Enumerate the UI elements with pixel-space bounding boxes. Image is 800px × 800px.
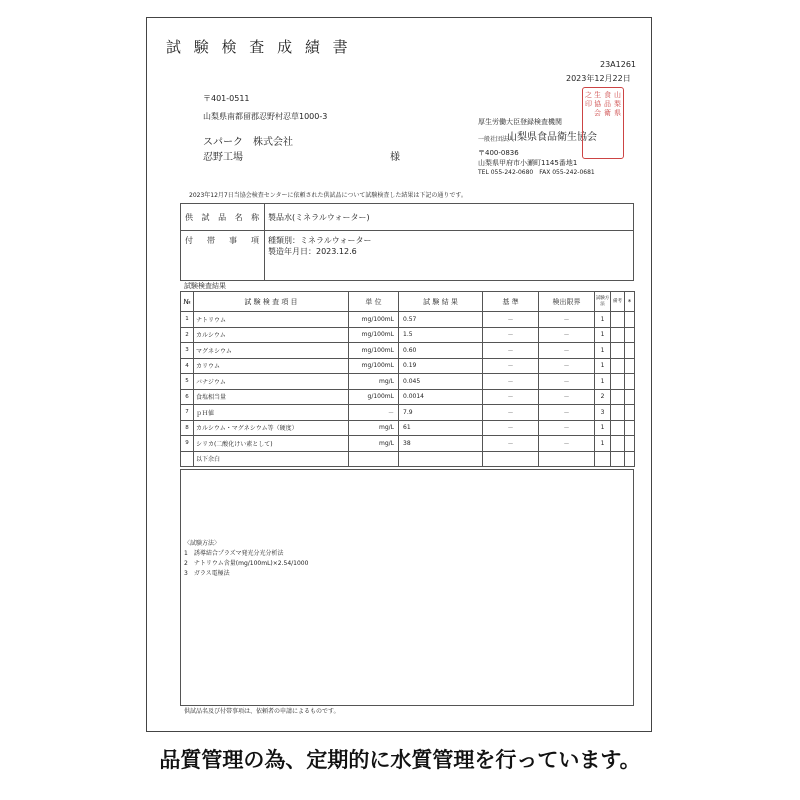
header-star: * [625, 292, 635, 312]
method-3: 3 ガラス電極法 [184, 570, 230, 577]
result-remarks [611, 405, 625, 421]
result-star [625, 358, 635, 374]
result-unit: mg/L [349, 374, 399, 390]
result-unit: mg/100mL [349, 327, 399, 343]
result-method: 3 [595, 405, 611, 421]
result-remarks [611, 436, 625, 452]
result-value: 0.045 [399, 374, 483, 390]
result-value: 61 [399, 420, 483, 436]
result-method [595, 451, 611, 467]
recipient-honorific: 様 [390, 152, 400, 163]
result-value: 1.5 [399, 327, 483, 343]
result-unit: mg/100mL [349, 343, 399, 359]
result-value: 0.0014 [399, 389, 483, 405]
result-star [625, 389, 635, 405]
method-2: 2 ナトリウム含量(mg/100mL)×2.54/1000 [184, 560, 309, 567]
result-value [399, 451, 483, 467]
result-remarks [611, 420, 625, 436]
result-unit: － [349, 405, 399, 421]
result-remarks [611, 374, 625, 390]
header-no: № [181, 292, 194, 312]
result-unit: g/100mL [349, 389, 399, 405]
result-standard: － [483, 358, 539, 374]
seal-column-2: 食品衛 [604, 91, 611, 117]
result-method: 1 [595, 358, 611, 374]
result-method: 2 [595, 389, 611, 405]
sample-name-label: 供 試 品 名 称 [181, 204, 265, 231]
result-limit: － [539, 389, 595, 405]
table-row [181, 312, 635, 328]
recipient-branch: 忍野工場 [203, 152, 243, 163]
result-star [625, 343, 635, 359]
issuer-postal: 〒400-0836 [478, 149, 519, 157]
result-limit: － [539, 358, 595, 374]
results-body [181, 312, 635, 467]
issuer-address: 山梨県甲府市小瀬町1145番地1 [478, 159, 578, 167]
result-method: 1 [595, 327, 611, 343]
method-1: 1 誘導結合プラズマ発光分光分析法 [184, 550, 284, 557]
result-item: 食塩相当量 [194, 389, 349, 405]
result-standard: － [483, 327, 539, 343]
result-star [625, 312, 635, 328]
result-no: 9 [181, 436, 194, 452]
results-heading: 試験検査結果 [184, 282, 226, 290]
remarks-value [265, 231, 634, 281]
result-method: 1 [595, 312, 611, 328]
remarks-line-1: 種類別：ミネラルウォーター [268, 236, 372, 245]
result-no: 2 [181, 327, 194, 343]
recipient-company: スパーク 株式会社 [203, 137, 293, 148]
result-item: カリウム [194, 358, 349, 374]
remarks-label: 付 帯 事 項 [181, 231, 265, 281]
result-method: 1 [595, 420, 611, 436]
results-table [180, 291, 635, 467]
seal-column-1: 山梨県 [614, 91, 621, 117]
remarks-row [181, 231, 634, 281]
result-no: 4 [181, 358, 194, 374]
result-limit: － [539, 327, 595, 343]
header-unit: 単 位 [349, 292, 399, 312]
table-row [181, 343, 635, 359]
report-date: 2023年12月22日 [566, 74, 631, 83]
result-unit: mg/100mL [349, 312, 399, 328]
result-value: 7.9 [399, 405, 483, 421]
result-standard: － [483, 405, 539, 421]
result-standard: － [483, 312, 539, 328]
result-limit [539, 451, 595, 467]
result-item: ｐＨ値 [194, 405, 349, 421]
notes-box [180, 469, 634, 706]
result-no: 1 [181, 312, 194, 328]
result-standard: － [483, 374, 539, 390]
result-star [625, 327, 635, 343]
header-standard: 基 準 [483, 292, 539, 312]
recipient-postal: 〒401-0511 [203, 94, 250, 103]
result-standard: － [483, 343, 539, 359]
header-limit: 検出限界 [539, 292, 595, 312]
methods-heading: 〈試験方法〉 [184, 540, 221, 547]
result-no: 3 [181, 343, 194, 359]
result-standard: － [483, 389, 539, 405]
results-header-row [181, 292, 635, 312]
result-unit: mg/L [349, 436, 399, 452]
result-remarks [611, 327, 625, 343]
result-limit: － [539, 343, 595, 359]
table-row [181, 420, 635, 436]
table-row [181, 327, 635, 343]
official-seal [582, 87, 624, 159]
result-value: 0.57 [399, 312, 483, 328]
result-standard [483, 451, 539, 467]
result-remarks [611, 358, 625, 374]
result-remarks [611, 312, 625, 328]
result-limit: － [539, 436, 595, 452]
result-no [181, 451, 194, 467]
remarks-line-2: 製造年月日：2023.12.6 [268, 247, 357, 256]
result-standard: － [483, 436, 539, 452]
issuer-org-prefix: 一般社団法人 [478, 136, 515, 143]
result-star [625, 374, 635, 390]
footer-note: 供試品名及び付帯事項は、依頼者の申請によるものです。 [184, 708, 340, 715]
result-remarks [611, 451, 625, 467]
result-value: 38 [399, 436, 483, 452]
header-method: 試験方法 [595, 292, 611, 312]
sample-info-table [180, 203, 634, 281]
header-remarks: 備考 [611, 292, 625, 312]
result-standard: － [483, 420, 539, 436]
result-method: 1 [595, 374, 611, 390]
table-row [181, 451, 635, 467]
intro-statement: 2023年12月7日当協会検査センターに依頼された供試品について試験検査した結果は下記の通りです。 [189, 192, 467, 199]
result-star [625, 451, 635, 467]
result-value: 0.19 [399, 358, 483, 374]
result-method: 1 [595, 343, 611, 359]
result-remarks [611, 389, 625, 405]
result-no: 5 [181, 374, 194, 390]
result-item: カルシウム・マグネシウム等（硬度） [194, 420, 349, 436]
result-no: 6 [181, 389, 194, 405]
result-star [625, 405, 635, 421]
recipient-address: 山梨県南都留郡忍野村忍草1000-3 [203, 112, 328, 121]
result-item: シリカ(二酸化けい素として) [194, 436, 349, 452]
result-no: 8 [181, 420, 194, 436]
result-limit: － [539, 405, 595, 421]
result-star [625, 420, 635, 436]
header-result: 試 験 結 果 [399, 292, 483, 312]
result-limit: － [539, 312, 595, 328]
caption-text: 品質管理の為、定期的に水質管理を行っています。 [159, 748, 641, 772]
seal-column-3: 生協会 [594, 91, 601, 117]
result-value: 0.60 [399, 343, 483, 359]
result-limit: － [539, 374, 595, 390]
result-unit [349, 451, 399, 467]
result-item: バナジウム [194, 374, 349, 390]
result-method: 1 [595, 436, 611, 452]
result-no: 7 [181, 405, 194, 421]
table-row [181, 358, 635, 374]
report-number: 23A1261 [600, 60, 637, 69]
issuer-org-name: 山梨県食品衛生協会 [507, 132, 597, 143]
table-row [181, 389, 635, 405]
seal-column-4: 之印 [585, 91, 592, 108]
sample-name-value: 製品水(ミネラルウォーター) [265, 204, 634, 231]
result-item: カルシウム [194, 327, 349, 343]
report-title: 試 験 検 査 成 績 書 [166, 38, 352, 56]
issuer-tel-fax: TEL 055-242-0680 FAX 055-242-0681 [478, 169, 595, 176]
sample-name-row [181, 204, 634, 231]
result-star [625, 436, 635, 452]
table-row [181, 405, 635, 421]
result-unit: mg/100mL [349, 358, 399, 374]
table-row [181, 374, 635, 390]
result-unit: mg/L [349, 420, 399, 436]
result-item: ナトリウム [194, 312, 349, 328]
result-item: マグネシウム [194, 343, 349, 359]
header-item: 試 験 検 査 項 目 [194, 292, 349, 312]
result-item: 以下余白 [194, 451, 349, 467]
table-row [181, 436, 635, 452]
issuer-registration: 厚生労働大臣登録検査機関 [478, 118, 562, 126]
result-remarks [611, 343, 625, 359]
result-limit: － [539, 420, 595, 436]
